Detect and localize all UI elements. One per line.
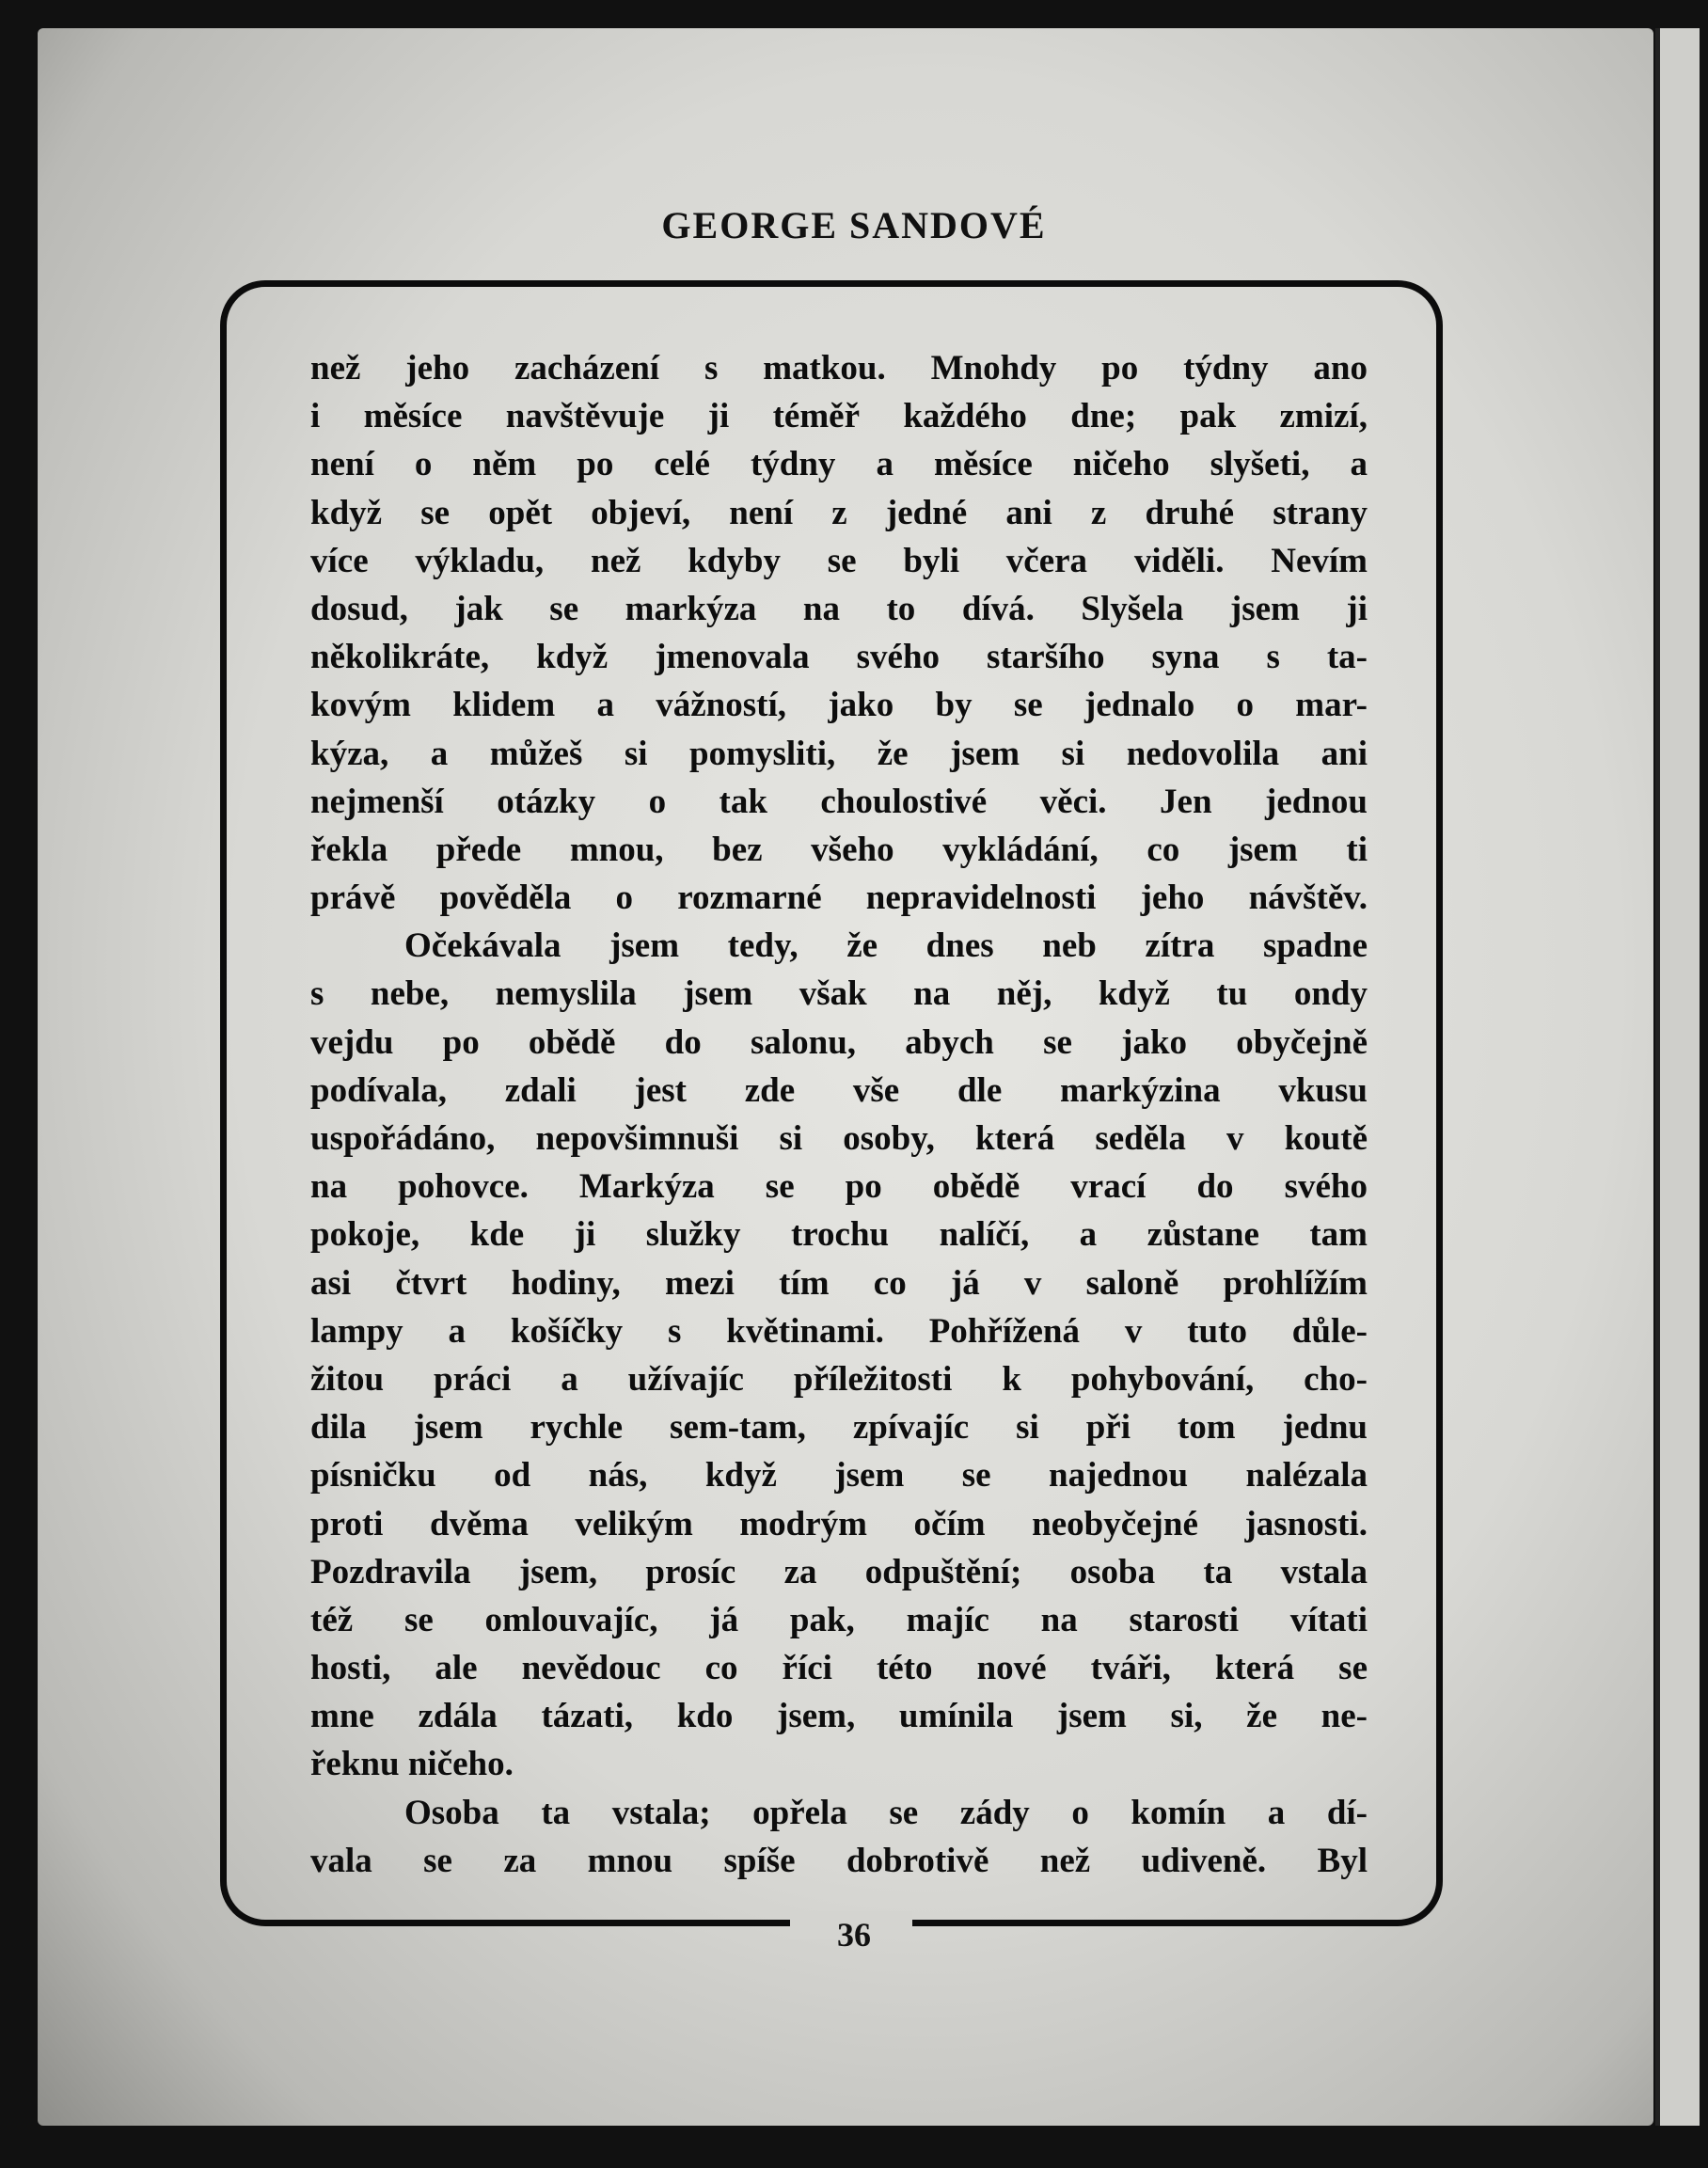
next-page-edge <box>1655 28 1700 2126</box>
text-line: než jeho zacházení s matkou. Mnohdy po týdny ano <box>310 349 1368 388</box>
text-line: řekla přede mnou, bez všeho vykládání, co jsem ti <box>310 830 1368 869</box>
text-line: několikráte, když jmenovala svého staršího syna s ta- <box>310 638 1368 677</box>
text-line: i měsíce navštěvuje ji téměř každého dne; pak zmizí, <box>310 397 1368 436</box>
text-line: není o něm po celé týdny a měsíce ničeho slyšeti, a <box>310 445 1368 484</box>
text-line: vejdu po obědě do salonu, abych se jako obyčejně <box>310 1022 1368 1062</box>
text-line: podívala, zdali jest zde vše dle markýzina vkusu <box>310 1070 1368 1110</box>
text-line: vala se za mnou spíše dobrotivě než udiveně. Byl <box>310 1841 1368 1880</box>
text-line: lampy a košíčky s květinami. Pohřížená v tuto důle- <box>310 1311 1368 1351</box>
text-line: Očekávala jsem tedy, že dnes neb zítra spadne <box>404 926 1368 966</box>
text-line: proti dvěma velikým modrým očím neobyčejné jasnosti. <box>310 1504 1368 1543</box>
page-number: 36 <box>837 1916 871 1954</box>
text-line: mne zdála tázati, kdo jsem, umínila jsem si, že ne- <box>310 1697 1368 1736</box>
text-line: asi čtvrt hodiny, mezi tím co já v saloně prohlížím <box>310 1263 1368 1303</box>
text-line: pokoje, kde ji služky trochu nalíčí, a zůstane tam <box>310 1215 1368 1255</box>
text-line: kýza, a můžeš si pomysliti, že jsem si nedovolila ani <box>310 734 1368 773</box>
running-head: GEORGE SANDOVÉ <box>661 204 1047 246</box>
text-line: nejmenší otázky o tak choulostivé věci. Jen jednou <box>310 782 1368 821</box>
text-line: též se omlouvajíc, já pak, majíc na starosti vítati <box>310 1600 1368 1639</box>
text-line: když se opět objeví, není z jedné ani z druhé strany <box>310 493 1368 532</box>
text-line: žitou práci a užívajíc příležitosti k pohybování, cho- <box>310 1359 1368 1399</box>
text-line: Osoba ta vstala; opřela se zády o komín a dí- <box>404 1793 1368 1832</box>
text-line: s nebe, nemyslila jsem však na něj, když tu ondy <box>310 974 1368 1014</box>
text-line: kovým klidem a vážností, jako by se jednalo o mar- <box>310 686 1368 725</box>
text-line: řeknu ničeho. <box>310 1745 514 1784</box>
text-line: uspořádáno, nepovšimnuši si osoby, která seděla v koutě <box>310 1119 1368 1158</box>
text-line: písničku od nás, když jsem se najednou nalézala <box>310 1456 1368 1495</box>
text-line: dila jsem rychle sem-tam, zpívajíc si při tom jednu <box>310 1408 1368 1448</box>
text-line: právě pověděla o rozmarné nepravidelnosti jeho návštěv. <box>310 878 1368 918</box>
text-line: dosud, jak se markýza na to dívá. Slyšela jsem ji <box>310 589 1368 628</box>
body-text <box>310 344 1368 1885</box>
text-line: hosti, ale nevědouc co říci této nové tváři, která se <box>310 1649 1368 1688</box>
text-line: více výkladu, než kdyby se byli včera viděli. Nevím <box>310 541 1368 580</box>
text-line: Pozdravila jsem, prosíc za odpuštění; osoba ta vstala <box>310 1552 1368 1591</box>
text-line: na pohovce. Markýza se po obědě vrací do svého <box>310 1167 1368 1207</box>
